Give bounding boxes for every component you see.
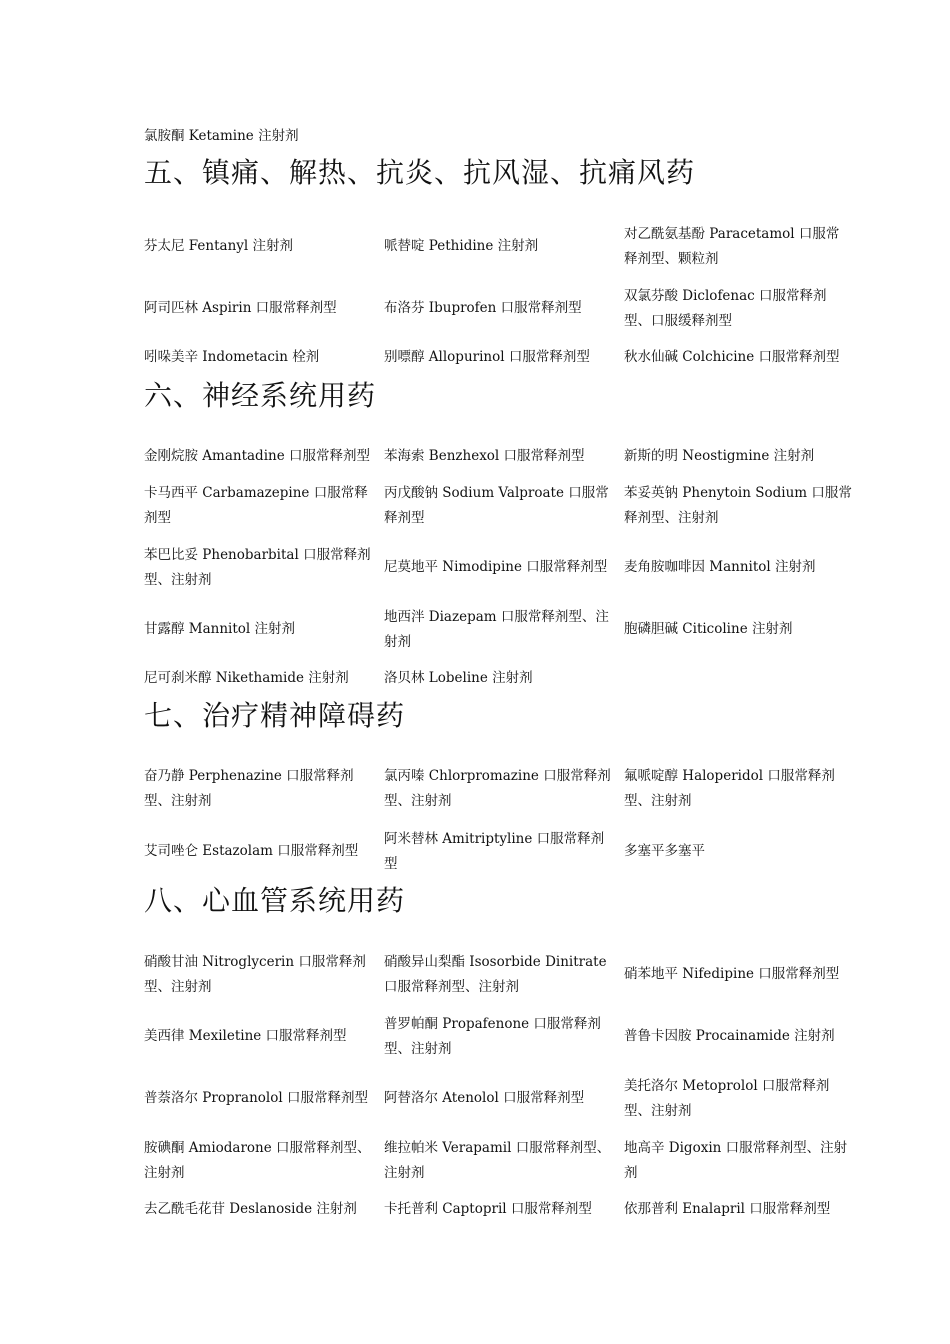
section-title-cardiovascular: 八、心血管系统用药 [144,884,406,917]
drug-entry: 胺碘酮 Amiodarone 口服常释剂型、注射剂 [144,1140,371,1181]
drug-entry: 普罗帕酮 Propafenone 口服常释剂型、注射剂 [384,1016,601,1057]
drug-entry: 美托洛尔 Metoprolol 口服常释剂型、注射剂 [624,1078,830,1119]
drug-entry: 氯丙嗪 Chlorpromazine 口服常释剂型、注射剂 [384,768,611,809]
drug-entry: 多塞平多塞平 [624,843,705,859]
drug-entry: 地高辛 Digoxin 口服常释剂型、注射剂 [624,1140,848,1181]
drug-entry: 布洛芬 Ibuprofen 口服常释剂型 [384,300,582,316]
drug-entry: 苯妥英钠 Phenytoin Sodium 口服常释剂型、注射剂 [624,485,852,526]
drug-entry: 新斯的明 Neostigmine 注射剂 [624,448,815,464]
drug-entry: 美西律 Mexiletine 口服常释剂型 [144,1028,347,1044]
drug-entry: 丙戊酸钠 Sodium Valproate 口服常释剂型 [384,485,609,526]
drug-entry: 普鲁卡因胺 Procainamide 注射剂 [624,1028,835,1044]
drug-entry: 卡马西平 Carbamazepine 口服常释剂型 [144,485,368,526]
drug-entry: 双氯芬酸 Diclofenac 口服常释剂型、口服缓释剂型 [624,288,827,329]
drug-entry: 甘露醇 Mannitol 注射剂 [144,621,296,637]
section-title-psychiatric: 七、治疗精神障碍药 [144,699,406,732]
drug-entry: 氟哌啶醇 Haloperidol 口服常释剂型、注射剂 [624,768,835,809]
drug-entry: 依那普利 Enalapril 口服常释剂型 [624,1201,831,1217]
drug-entry: 胞磷胆碱 Citicoline 注射剂 [624,621,793,637]
section-title-analgesics: 五、镇痛、解热、抗炎、抗风湿、抗痛风药 [144,156,696,189]
drug-entry: 硝酸甘油 Nitroglycerin 口服常释剂型、注射剂 [144,954,366,995]
drug-entry: 阿替洛尔 Atenolol 口服常释剂型 [384,1090,585,1106]
drug-entry: 卡托普利 Captopril 口服常释剂型 [384,1201,592,1217]
drug-entry: 普萘洛尔 Propranolol 口服常释剂型 [144,1090,368,1106]
drug-entry: 艾司唑仑 Estazolam 口服常释剂型 [144,843,359,859]
drug-entry: 对乙酰氨基酚 Paracetamol 口服常释剂型、颗粒剂 [624,226,840,267]
drug-entry: 金刚烷胺 Amantadine 口服常释剂型 [144,448,370,464]
drug-entry-ketamine: 氯胺酮 Ketamine 注射剂 [144,128,299,144]
drug-entry: 苯海索 Benzhexol 口服常释剂型 [384,448,585,464]
drug-entry: 哌替啶 Pethidine 注射剂 [384,238,539,254]
drug-entry: 维拉帕米 Verapamil 口服常释剂型、注射剂 [384,1140,611,1181]
drug-entry: 阿司匹林 Aspirin 口服常释剂型 [144,300,337,316]
drug-entry: 吲哚美辛 Indometacin 栓剂 [144,349,320,365]
drug-entry: 尼莫地平 Nimodipine 口服常释剂型 [384,559,608,575]
drug-entry: 阿米替林 Amitriptyline 口服常释剂型 [384,831,605,872]
drug-entry: 地西泮 Diazepam 口服常释剂型、注射剂 [384,609,609,650]
drug-entry: 苯巴比妥 Phenobarbital 口服常释剂型、注射剂 [144,547,371,588]
drug-entry: 硝苯地平 Nifedipine 口服常释剂型 [624,966,840,982]
drug-entry: 别嘌醇 Allopurinol 口服常释剂型 [384,349,590,365]
drug-entry: 麦角胺咖啡因 Mannitol 注射剂 [624,559,816,575]
drug-entry: 硝酸异山梨酯 Isosorbide Dinitrate 口服常释剂型、注射剂 [384,954,607,995]
drug-entry: 尼可刹米醇 Nikethamide 注射剂 [144,670,349,686]
drug-entry: 芬太尼 Fentanyl 注射剂 [144,238,294,254]
drug-entry: 秋水仙碱 Colchicine 口服常释剂型 [624,349,840,365]
section-title-nervous-system: 六、神经系统用药 [144,379,377,412]
drug-entry: 洛贝林 Lobeline 注射剂 [384,670,533,686]
drug-entry: 去乙酰毛花苷 Deslanoside 注射剂 [144,1201,357,1217]
drug-entry: 奋乃静 Perphenazine 口服常释剂型、注射剂 [144,768,354,809]
